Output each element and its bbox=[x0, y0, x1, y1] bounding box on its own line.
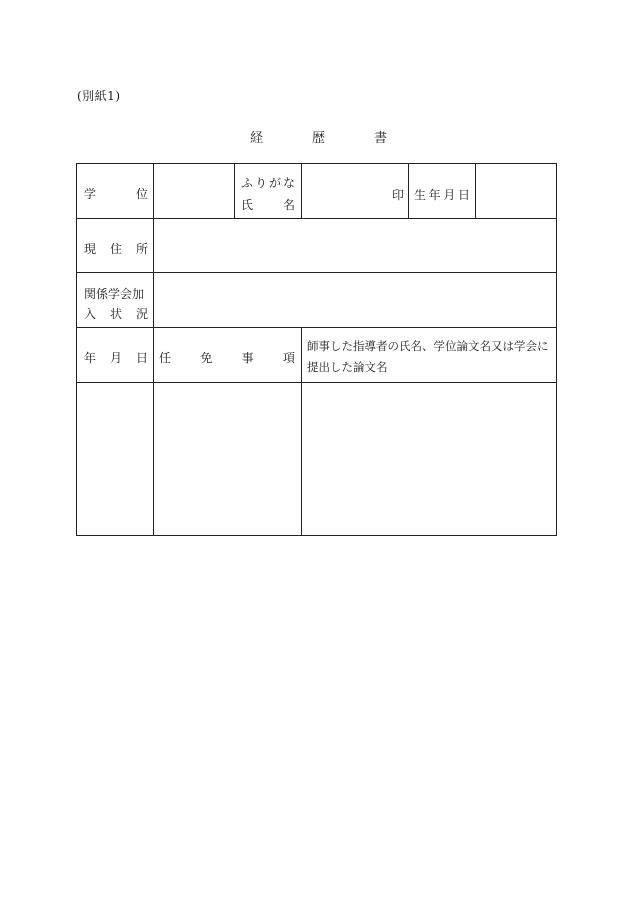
column-divider bbox=[234, 163, 235, 218]
birthdate-field[interactable] bbox=[476, 164, 556, 218]
society-label-line1: 関係学会加 bbox=[84, 287, 145, 301]
table-border-bottom bbox=[76, 535, 557, 536]
duty-column-header: 任 免 事 項 bbox=[159, 351, 295, 365]
date-entry-field[interactable] bbox=[77, 383, 153, 535]
column-divider bbox=[408, 163, 409, 218]
advisor-column-header-line1: 師事した指導者の氏名、学位論文名又は学会に bbox=[307, 339, 549, 353]
degree-field[interactable] bbox=[154, 164, 234, 218]
address-field[interactable] bbox=[154, 219, 556, 272]
duty-entry-field[interactable] bbox=[154, 383, 301, 535]
degree-label: 学 位 bbox=[84, 187, 148, 201]
advisor-column-header-line2: 提出した論文名 bbox=[307, 360, 388, 374]
annex-label: (別紙1) bbox=[77, 89, 121, 103]
title-char: 書 bbox=[374, 131, 388, 146]
society-field[interactable] bbox=[154, 273, 556, 327]
title-char: 経 bbox=[250, 131, 264, 146]
birthdate-label: 生 年 月 日 bbox=[414, 188, 470, 202]
table-border-right bbox=[556, 163, 557, 536]
seal-label: 印 bbox=[392, 188, 405, 202]
society-label-line2: 入 状 況 bbox=[84, 307, 148, 321]
document-title bbox=[250, 127, 436, 146]
furigana-label: ふ り が な bbox=[241, 176, 295, 190]
address-label: 現 住 所 bbox=[84, 242, 148, 256]
resume-form-table bbox=[76, 163, 557, 536]
advisor-entry-field[interactable] bbox=[302, 383, 556, 535]
date-column-header: 年 月 日 bbox=[84, 351, 148, 365]
row-divider bbox=[76, 327, 557, 328]
title-char: 歴 bbox=[312, 131, 326, 146]
name-label: 氏 名 bbox=[241, 198, 295, 212]
